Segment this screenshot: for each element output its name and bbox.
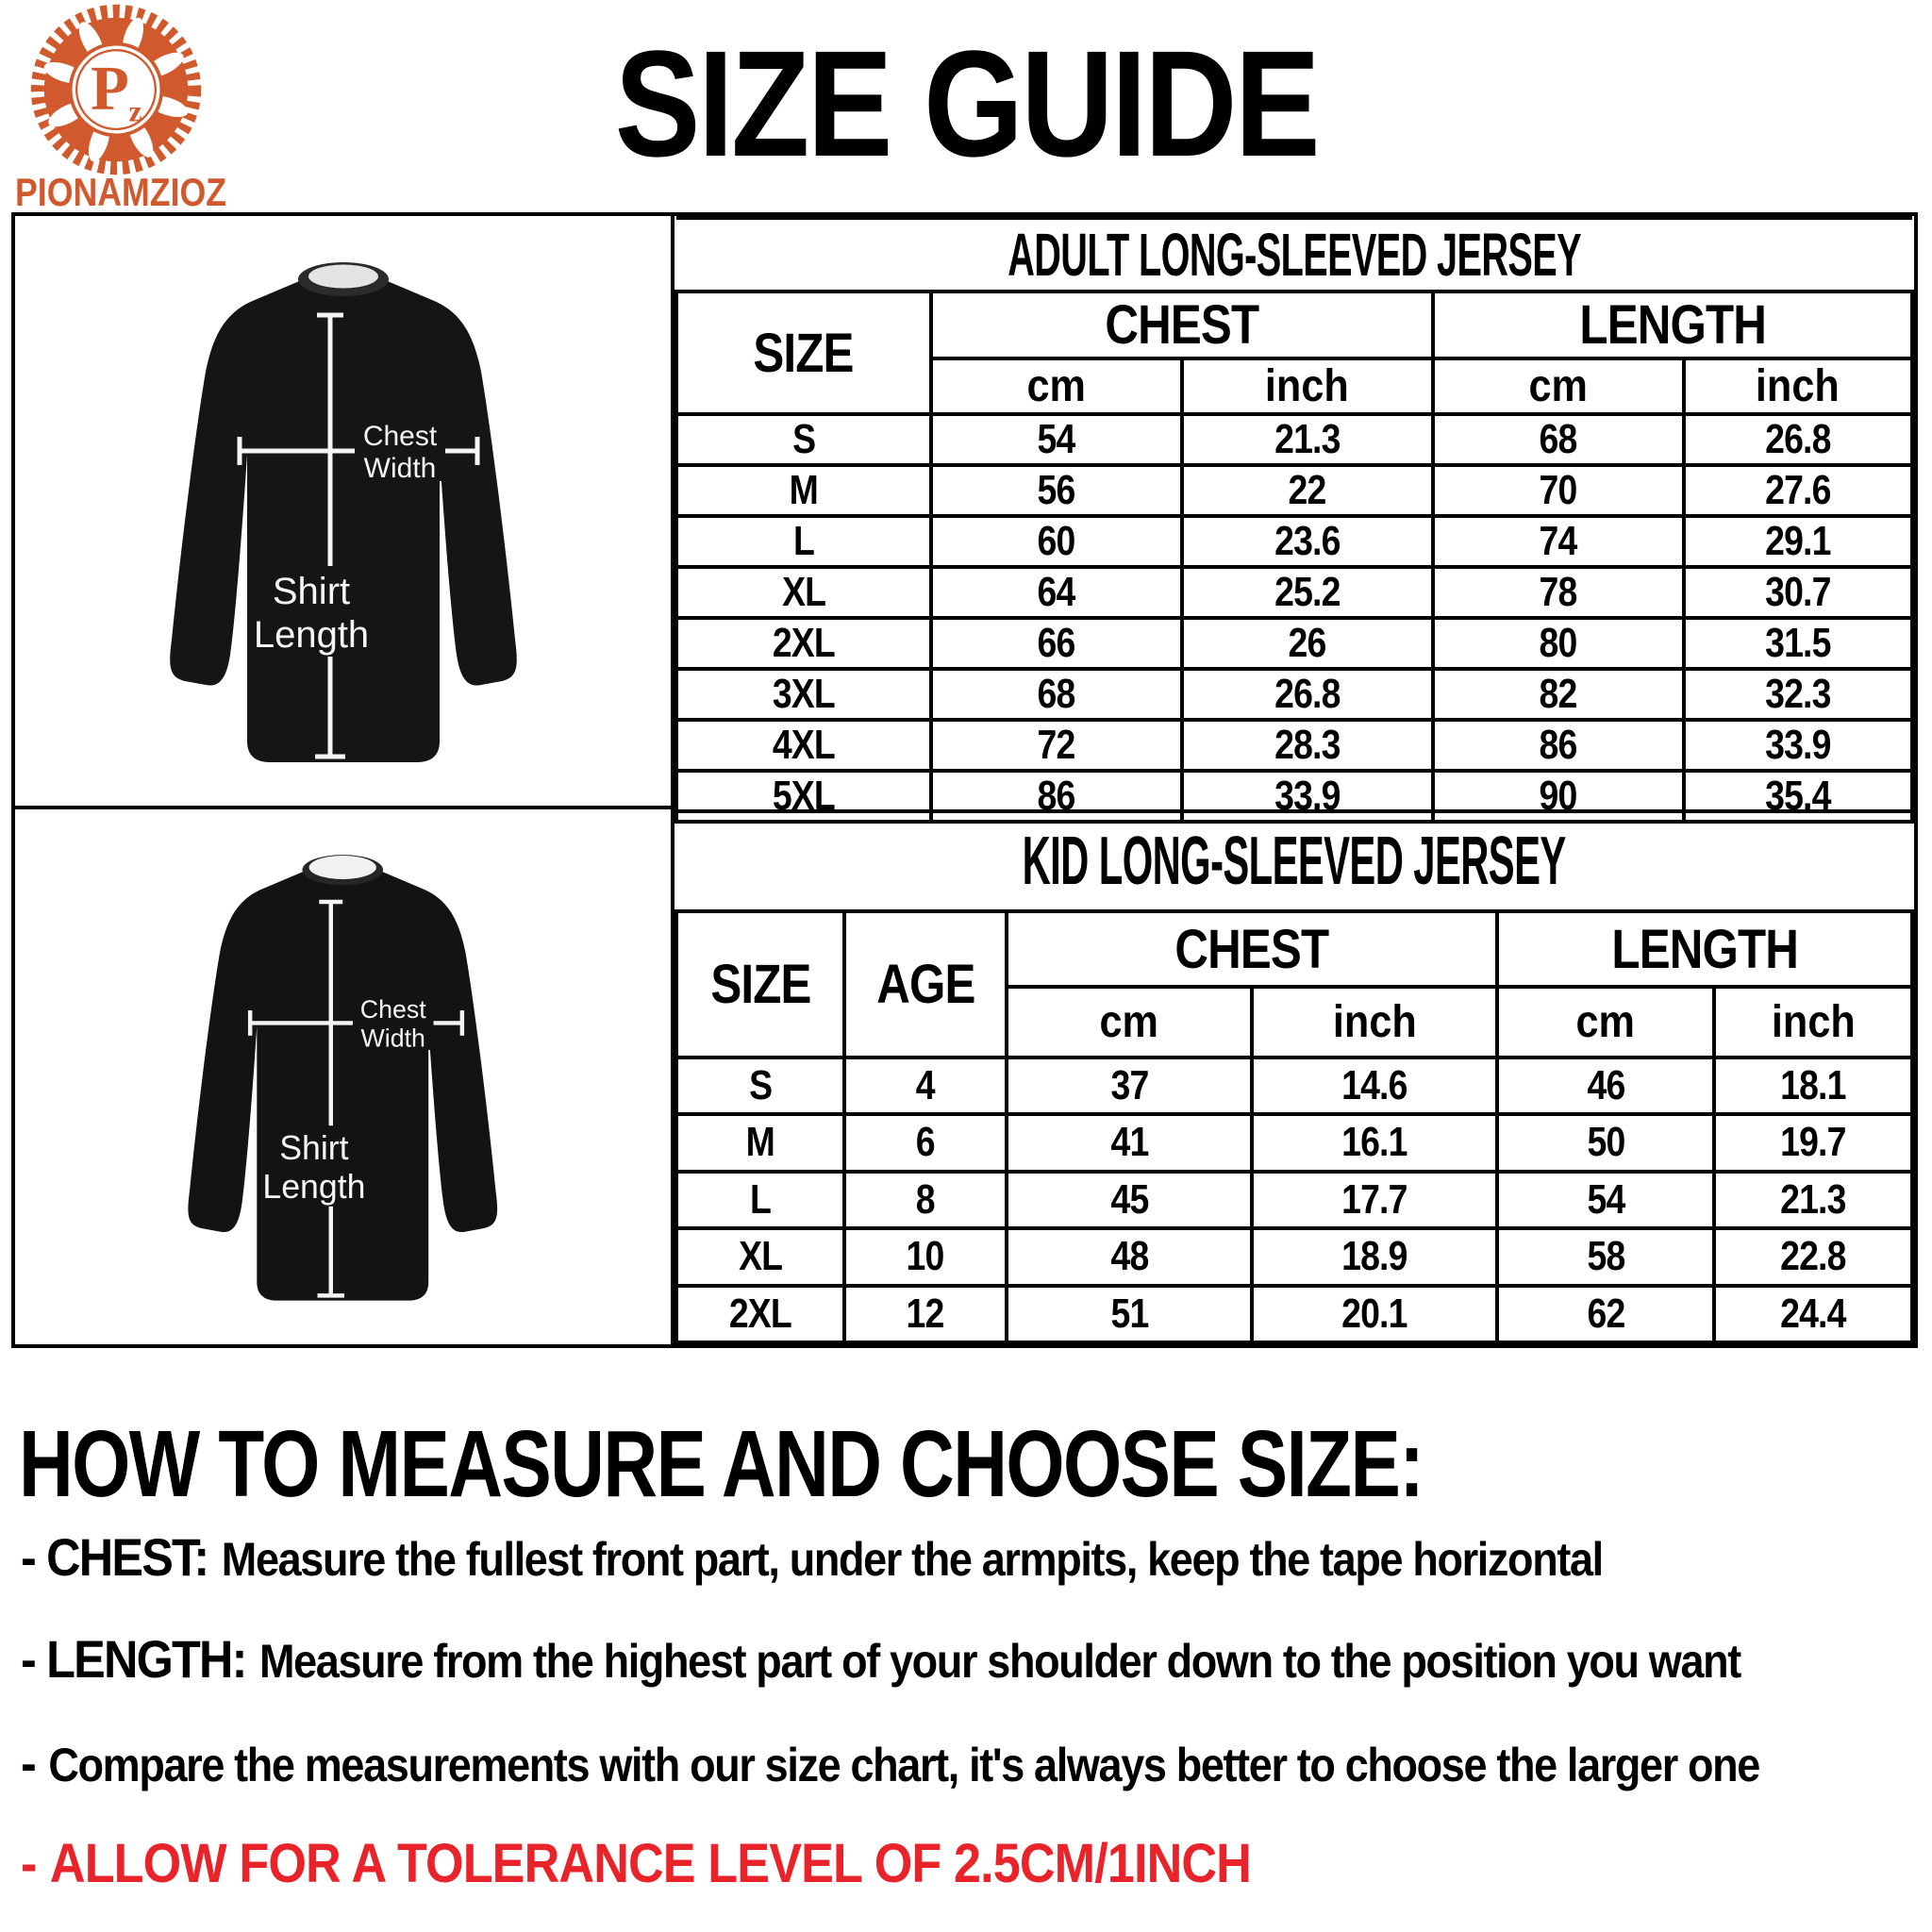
table-cell: 22: [1182, 465, 1433, 516]
table-cell: 4XL: [676, 720, 931, 771]
kid-table-header-row: [676, 911, 1912, 986]
table-row: [676, 465, 1912, 516]
table-cell: 26.8: [1182, 669, 1433, 720]
chest-width-label-line1: Chest: [360, 995, 426, 1024]
instruction-label: - CHEST:: [21, 1527, 208, 1587]
table-row: [676, 1058, 1912, 1114]
column-header-length: LENGTH: [1579, 294, 1766, 356]
table-cell: M: [676, 465, 931, 516]
table-cell: 20.1: [1252, 1286, 1496, 1342]
table-cell: 54: [1497, 1172, 1715, 1228]
unit-header-cm: cm: [1575, 996, 1636, 1047]
shirt-length-label-line2: Length: [262, 1167, 366, 1206]
table-cell: 22.8: [1714, 1228, 1912, 1285]
table-cell: 18.1: [1714, 1058, 1912, 1114]
table-cell: 70: [1433, 465, 1684, 516]
table-cell: 2XL: [676, 618, 931, 669]
table-cell: 26: [1182, 618, 1433, 669]
kid-table-body: [676, 1058, 1912, 1342]
table-cell: 25.2: [1182, 567, 1433, 618]
shirt-neck-opening: [309, 856, 376, 879]
instructions-heading-text: HOW TO MEASURE AND CHOOSE SIZE:: [19, 1411, 1424, 1517]
table-cell: 62: [1497, 1286, 1715, 1342]
column-header-length: LENGTH: [1611, 918, 1798, 980]
brand-name-text: PIONAMZIOZ: [15, 170, 227, 214]
instruction-label: -: [21, 1833, 37, 1894]
page-title-text: SIZE GUIDE: [614, 19, 1318, 188]
table-cell: S: [676, 414, 931, 465]
table-cell: 30.7: [1684, 567, 1912, 618]
unit-header-cm: cm: [1528, 361, 1588, 411]
instruction-chest: [21, 1526, 1778, 1588]
table-cell: S: [676, 1058, 844, 1114]
table-cell: 54: [931, 414, 1182, 465]
adult-table-title: ADULT LONG-SLEEVED JERSEY: [1008, 221, 1581, 289]
kid-table-title: KID LONG-SLEEVED JERSEY: [1022, 824, 1567, 900]
table-cell: L: [676, 516, 931, 567]
table-cell: 12: [844, 1286, 1007, 1342]
table-cell: 66: [931, 618, 1182, 669]
instruction-tolerance: [21, 1832, 1388, 1895]
table-cell: 31.5: [1684, 618, 1912, 669]
adult-table-title-row: [676, 218, 1912, 291]
table-cell: 64: [931, 567, 1182, 618]
instruction-label: - LENGTH:: [21, 1629, 246, 1689]
table-cell: 41: [1007, 1114, 1253, 1171]
table-row: [676, 1286, 1912, 1342]
table-row: [676, 414, 1912, 465]
table-cell: 58: [1497, 1228, 1715, 1285]
table-cell: 68: [931, 669, 1182, 720]
column-header-size: SIZE: [753, 322, 855, 384]
page-title: [0, 17, 1932, 191]
table-row: [676, 567, 1912, 618]
instruction-compare: [21, 1732, 1932, 1793]
table-cell: 33.9: [1684, 720, 1912, 771]
table-cell: 26.8: [1684, 414, 1912, 465]
table-cell: 46: [1497, 1058, 1715, 1114]
table-cell: 8: [844, 1172, 1007, 1228]
column-header-chest: CHEST: [1105, 294, 1259, 356]
chest-width-label-line2: Width: [360, 1024, 426, 1053]
table-cell: 86: [1433, 720, 1684, 771]
unit-header-cm: cm: [1026, 361, 1087, 411]
kid-table-region: [675, 809, 1914, 1344]
table-cell: 23.6: [1182, 516, 1433, 567]
logo-monogram-main: P: [91, 53, 129, 124]
column-header-chest: CHEST: [1174, 918, 1329, 980]
shirt-body-shape: [189, 861, 498, 1300]
table-cell: 6: [844, 1114, 1007, 1171]
table-cell: 35.4: [1684, 771, 1912, 822]
table-cell: 60: [931, 516, 1182, 567]
adult-table-region: [675, 216, 1914, 819]
column-header-age: AGE: [875, 954, 975, 1016]
table-cell: 3XL: [676, 669, 931, 720]
chest-width-label-line2: Width: [363, 452, 436, 484]
table-cell: 18.9: [1252, 1228, 1496, 1285]
instructions-heading: [19, 1410, 1774, 1519]
adult-table-header-row: [676, 291, 1912, 358]
shirt-length-label-line2: Length: [253, 613, 369, 656]
instruction-text: ALLOW FOR A TOLERANCE LEVEL OF 2.5CM/1INCH: [49, 1833, 1251, 1894]
shirt-body-shape: [170, 270, 517, 762]
instruction-text: Measure from the highest part of your shoulder down to the position you want: [258, 1635, 1740, 1688]
table-cell: 37: [1007, 1058, 1253, 1114]
table-row: [676, 1172, 1912, 1228]
shirt-length-label-line1: Shirt: [272, 570, 350, 612]
table-cell: XL: [676, 567, 931, 618]
unit-header-inch: inch: [1771, 996, 1856, 1047]
table-cell: 27.6: [1684, 465, 1912, 516]
kid-shirt-image: [166, 824, 520, 1329]
table-cell: 33.9: [1182, 771, 1433, 822]
table-cell: 80: [1433, 618, 1684, 669]
table-cell: 21.3: [1182, 414, 1433, 465]
unit-header-inch: inch: [1265, 361, 1350, 411]
table-row: [676, 1228, 1912, 1285]
adult-size-table: [675, 216, 1914, 824]
table-cell: 2XL: [676, 1286, 844, 1342]
table-cell: 16.1: [1252, 1114, 1496, 1171]
table-row: [676, 1114, 1912, 1171]
table-cell: XL: [676, 1228, 844, 1285]
instruction-length: [21, 1628, 1931, 1690]
table-cell: 56: [931, 465, 1182, 516]
kid-table-title-row: [676, 811, 1912, 911]
instruction-text: Measure the fullest front part, under the armpits, keep the tape horizontal: [221, 1533, 1603, 1586]
table-cell: 29.1: [1684, 516, 1912, 567]
table-cell: 28.3: [1182, 720, 1433, 771]
adult-shirt-image: [145, 228, 541, 794]
instruction-label: -: [21, 1733, 35, 1792]
shirt-length-label-line1: Shirt: [279, 1128, 349, 1167]
table-cell: 74: [1433, 516, 1684, 567]
table-cell: 10: [844, 1228, 1007, 1285]
table-cell: 19.7: [1714, 1114, 1912, 1171]
shirt-neck-opening: [308, 264, 378, 288]
table-cell: 72: [931, 720, 1182, 771]
table-cell: 4: [844, 1058, 1007, 1114]
chest-width-label-line1: Chest: [362, 420, 437, 452]
unit-header-cm: cm: [1099, 996, 1159, 1047]
table-cell: 48: [1007, 1228, 1253, 1285]
table-row: [676, 516, 1912, 567]
size-chart-frame: [11, 212, 1918, 1348]
table-cell: 68: [1433, 414, 1684, 465]
unit-header-inch: inch: [1332, 996, 1417, 1047]
kid-shirt-panel: [15, 809, 675, 1344]
table-cell: M: [676, 1114, 844, 1171]
adult-table-body: [676, 414, 1912, 822]
table-cell: 24.4: [1714, 1286, 1912, 1342]
table-cell: L: [676, 1172, 844, 1228]
column-header-size: SIZE: [709, 954, 811, 1016]
table-cell: 86: [931, 771, 1182, 822]
table-cell: 21.3: [1714, 1172, 1912, 1228]
table-cell: 14.6: [1252, 1058, 1496, 1114]
kid-size-table: [675, 809, 1914, 1344]
table-row: [676, 618, 1912, 669]
unit-header-inch: inch: [1756, 361, 1840, 411]
table-cell: 90: [1433, 771, 1684, 822]
logo-monogram-sub: z: [128, 94, 142, 128]
table-cell: 32.3: [1684, 669, 1912, 720]
table-cell: 51: [1007, 1286, 1253, 1342]
table-cell: 17.7: [1252, 1172, 1496, 1228]
table-cell: 82: [1433, 669, 1684, 720]
table-row: [676, 669, 1912, 720]
table-cell: 45: [1007, 1172, 1253, 1228]
table-cell: 50: [1497, 1114, 1715, 1171]
instruction-text: Compare the measurements with our size chart, it's always better to choose the larger one: [48, 1739, 1759, 1791]
table-cell: 5XL: [676, 771, 931, 822]
adult-shirt-panel: [15, 216, 675, 809]
table-row: [676, 720, 1912, 771]
table-cell: 78: [1433, 567, 1684, 618]
